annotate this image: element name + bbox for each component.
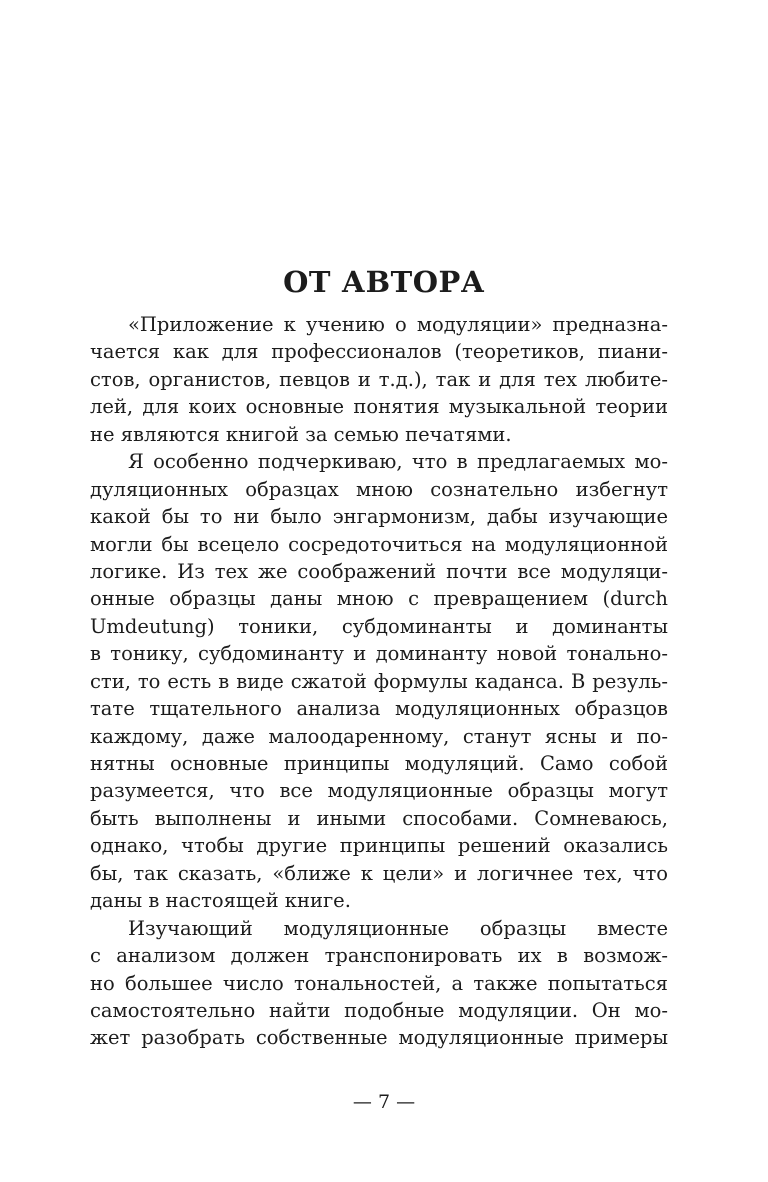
text-line: самостоятельно найти подобные модуляции. Он мо- (90, 998, 668, 1022)
text-line: даны в настоящей книге. (90, 889, 351, 913)
text-line: разумеется, что все модуляционные образцы могут (90, 779, 668, 803)
text-line: но большее число тональностей, а также попытаться (90, 971, 668, 995)
text-line: с анализом должен транспонировать их в возмож- (90, 944, 668, 968)
text-line: тате тщательного анализа модуляционных образцов (90, 697, 668, 721)
text-line: не являются книгой за семью печатями. (90, 422, 512, 446)
text-line: Umdeutung) тоники, субдоминанты и доминанты (90, 614, 668, 638)
text-line: сти, то есть в виде сжатой формулы каданса. В резуль- (90, 669, 668, 693)
body-text (90, 311, 668, 1052)
text-line: нятны основные принципы модуляций. Само собой (90, 752, 668, 775)
text-line: жет разобрать собственные модуляционные примеры (90, 1026, 668, 1050)
text-line: лей, для коих основные понятия музыкальной теории (90, 395, 668, 419)
text-line: чается как для профессионалов (теоретиков, пиани- (90, 340, 668, 364)
text-line: в тонику, субдоминанту и доминанту новой тонально- (90, 642, 668, 666)
text-line: бы, так сказать, «ближе к цели» и логичнее тех, что (90, 861, 668, 885)
text-line: могли бы всецело сосредоточиться на модуляционной (90, 532, 668, 556)
text-line: онные образцы даны мною с превращением (durch (90, 587, 668, 611)
text-line: Изучающий модуляционные образцы вместе (128, 916, 668, 940)
text-line: какой бы то ни было энгармонизм, дабы изучающие (90, 505, 668, 529)
page-number: — 7 — (352, 1091, 416, 1113)
text-line: «Приложение к учению о модуляции» предназна- (128, 313, 668, 336)
text-line: дуляционных образцах мною сознательно избегнут (90, 477, 668, 501)
text-line: стов, органистов, певцов и т.д.), так и для тех любите- (90, 367, 668, 391)
text-line: каждому, даже малоодаренному, станут ясны и по- (90, 724, 668, 748)
text-line: логике. Из тех же соображений почти все модуляци- (90, 559, 668, 583)
page-title: ОТ АВТОРА (283, 265, 485, 299)
text-line: однако, чтобы другие принципы решений оказались (90, 834, 668, 858)
text-line: быть выполнены и иными способами. Сомневаюсь, (90, 806, 668, 830)
text-line: Я особенно подчеркиваю, что в предлагаемых мо- (128, 450, 668, 474)
